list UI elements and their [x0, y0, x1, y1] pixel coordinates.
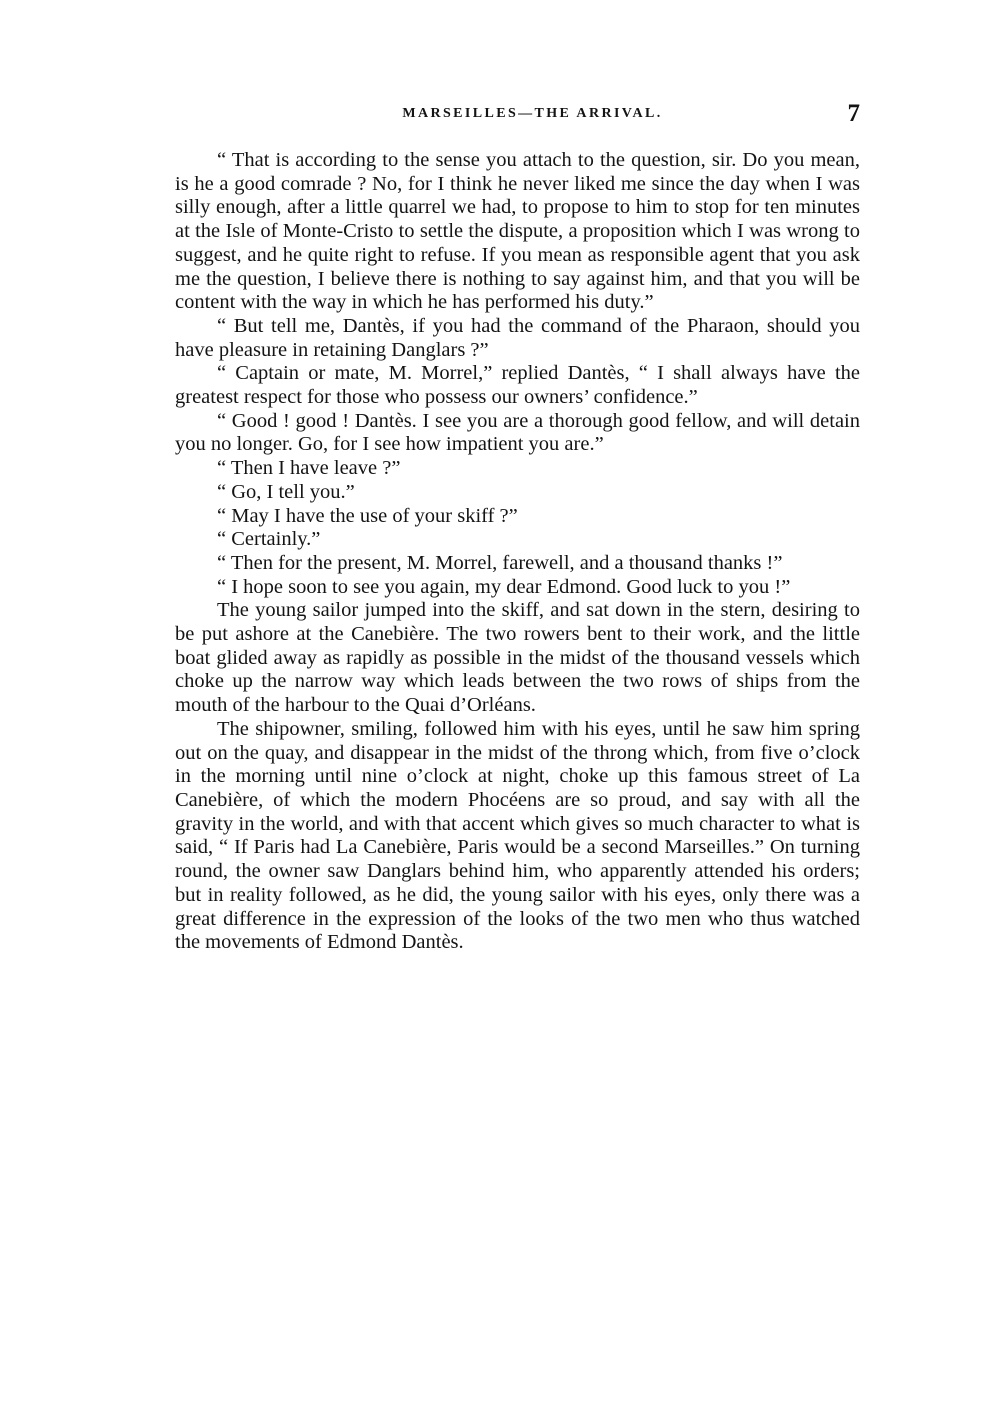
paragraph-11: The young sailor jumped into the skiff, and sat down in the stern, desiring to be put ashore at the Canebière. The two rowers bent to their work, and the little boat glided away as rapidly as possible in the midst of the thousand vessels which choke up the narrow way which leads between the two rows of ships from the mouth of the harbour to the Quai d’Orléans. [175, 599, 860, 717]
paragraph-12: The shipowner, smiling, followed him with his eyes, until he saw him spring out on the quay, and disappear in the midst of the throng which, from five o’clock in the morning until nine o’clock at night, choke up this famous street of La Canebière, of which the modern Phocéens are so proud, and say with all the gravity in the world, and with that accent which gives so much character to what is said, “ If Paris had La Canebière, Paris would be a second Marseilles.” On turning round, the owner saw Danglars behind him, who apparently attended his orders; but in reality followed, as he did, the young sailor with his eyes, only there was a great difference in the expression of the looks of the two men who thus watched the movements of Edmond Dantès. [175, 717, 860, 954]
running-head [175, 100, 860, 132]
paragraph-2: “ But tell me, Dantès, if you had the command of the Pharaon, should you have pleasure in retaining Danglars ?” [175, 314, 860, 361]
paragraph-7: “ May I have the use of your skiff ?” [217, 504, 518, 527]
paragraph-8: “ Certainly.” [217, 528, 321, 551]
paragraph-10: “ I hope soon to see you again, my dear Edmond. Good luck to you !” [217, 575, 791, 598]
body-text [175, 149, 860, 955]
chapter-running-title: MARSEILLES—THE ARRIVAL. [402, 106, 663, 121]
paragraph-1: “ That is according to the sense you attach to the question, sir. Do you mean, is he a good comrade ? No, for I think he never liked me since the day when I was silly enough, after a little quarrel we had, to propose to him to stop for ten minutes at the Isle of Monte-Cristo to settle the dispute, a proposition which I was wrong to suggest, and he quite right to refuse. If you mean as responsible agent that you ask me the question, I believe there is nothing to say against him, and that you will be content with the way in which he has performed his duty.” [175, 149, 860, 314]
paragraph-3: “ Captain or mate, M. Morrel,” replied Dantès, “ I shall always have the greatest respect for those who possess our owners’ confidence.” [175, 362, 860, 409]
paragraph-6: “ Go, I tell you.” [217, 480, 355, 503]
paragraph-4: “ Good ! good ! Dantès. I see you are a thorough good fellow, and will detain you no longer. Go, for I see how impatient you are.” [175, 409, 860, 456]
page-number: 7 [847, 100, 860, 127]
paragraph-9: “ Then for the present, M. Morrel, farewell, and a thousand thanks !” [217, 551, 783, 574]
paragraph-5: “ Then I have leave ?” [217, 457, 401, 480]
